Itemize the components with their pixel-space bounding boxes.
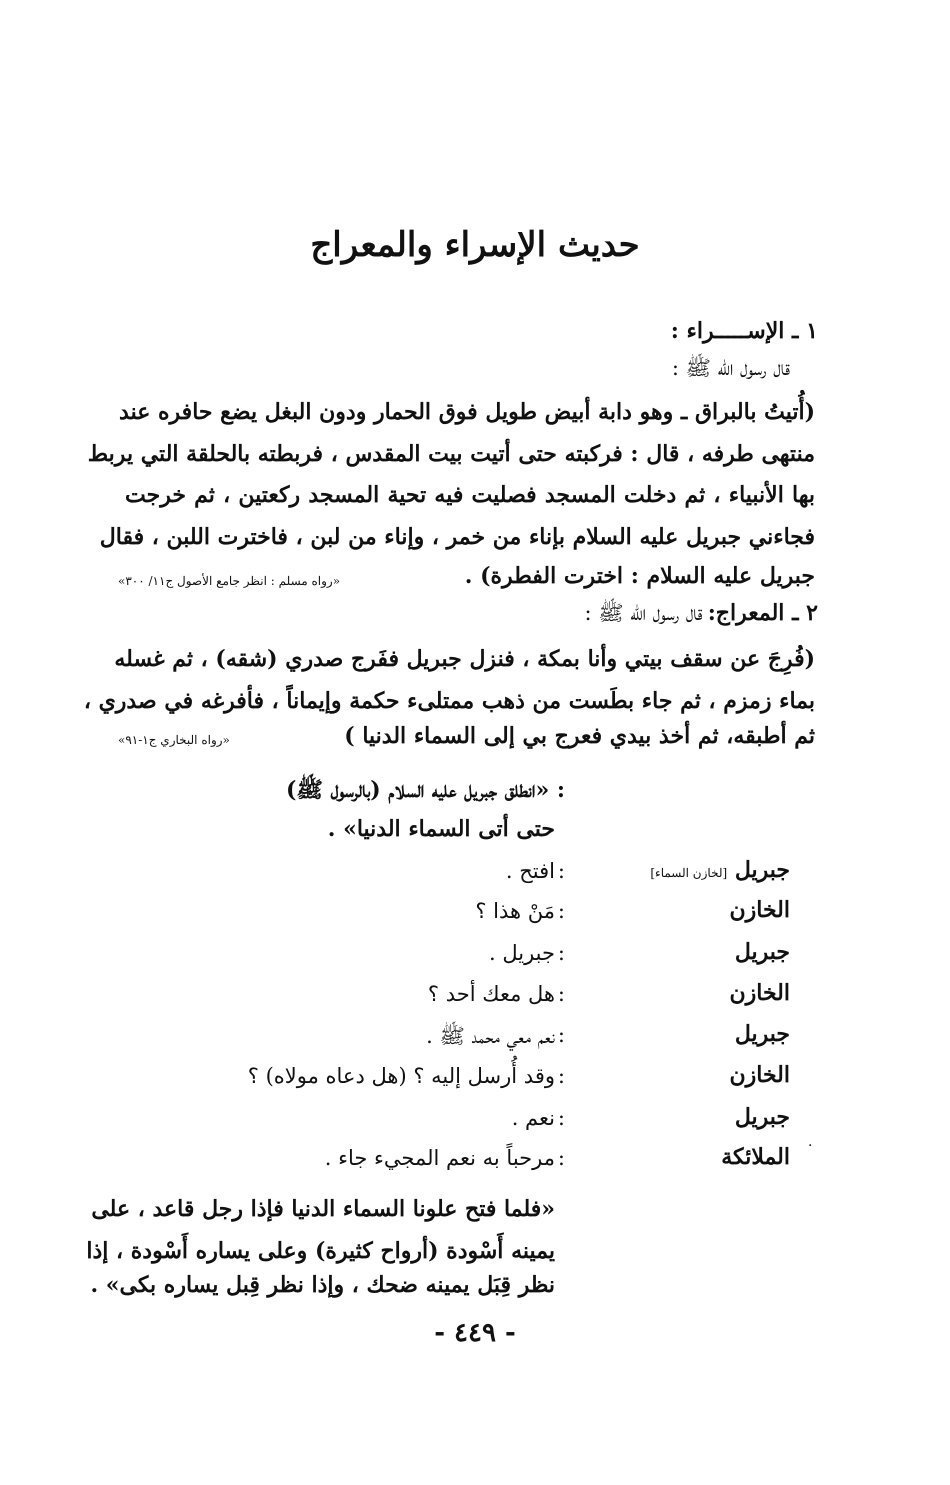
text-line: (فُرِجَ عن سقف بيتي وأنا بمكة ، فنزل جبريل ففَرج صدري (شقه) ، ثم غسله — [114, 646, 815, 672]
section-heading-miraj — [584, 600, 818, 631]
dialogue-text: نعم . — [511, 1106, 555, 1130]
dialogue-text: مَنْ هذا ؟ — [475, 899, 555, 923]
colon-separator: : — [557, 1064, 565, 1088]
dialogue-text: نعم معي محمد ﷺ . — [426, 1024, 555, 1048]
text-line: فجاءني جبريل عليه السلام بإناء من خمر ، وإناء من لبن ، فاخترت اللبن ، فقال — [99, 523, 815, 550]
colon-separator: : — [557, 1146, 565, 1170]
narration-line-2: حتى أتى السماء الدنيا» . — [327, 816, 555, 842]
text-line: بماء زمزم ، ثم جاء بطَست من ذهب ممتلىء حكمة وإيماناً ، فأفرغه في صدري ، — [83, 688, 815, 714]
speaker-name: الخازن — [729, 897, 790, 923]
page-number: - ٤٤٩ - — [434, 1318, 516, 1348]
speaker-name: جبريل — [734, 1104, 790, 1130]
section-heading-label: ٢ ـ المعراج: — [707, 600, 818, 626]
dialogue-text: جبريل . — [488, 941, 555, 965]
text-line: بها الأنبياء ، ثم دخلت المسجد فصليت فيه تحية المسجد ركعتين ، ثم خرجت — [125, 482, 815, 508]
speaker-name: الخازن — [729, 980, 790, 1006]
colon-separator: : — [557, 1023, 565, 1047]
margin-dot: · — [808, 1138, 813, 1154]
hadith-isra-last-line: جبريل عليه السلام : اخترت الفطرة) . — [464, 563, 815, 589]
dialogue-text: وقد أُرسل إليه ؟ (هل دعاه مولاه) ؟ — [247, 1064, 555, 1088]
hadith-miraj-text — [83, 638, 815, 722]
section-heading-isra: ١ ـ الإســـــراء : — [670, 318, 818, 344]
dialogue-text: افتح . — [505, 859, 555, 883]
text-line: منتهى طرفه ، قال : فركبته حتى أتيت بيت المقدس ، فربطته بالحلقة التي يربط — [87, 440, 815, 467]
speaker-name: جبريل — [734, 1021, 790, 1047]
page-title: حديث الإسراء والمعراج — [310, 225, 640, 265]
speaker-note: [لخازن السماء] — [650, 866, 728, 880]
closing-narration — [86, 1188, 555, 1272]
speaker-name: الخازن — [729, 1062, 790, 1088]
colon-separator: : — [557, 1106, 565, 1130]
citation-isra: «رواه مسلم : انظر جامع الأصول ج١١/ ٣٠٠» — [118, 574, 341, 588]
section-heading-intro: قال رسول الله ﷺ : — [584, 601, 703, 625]
section-intro-isra: قال رسول الله ﷺ : — [671, 356, 790, 380]
text-line: (أُتيتُ بالبراق ـ وهو دابة أبيض طويل فوق الحمار ودون البغل يضع حافره عند — [119, 399, 815, 425]
colon-separator: : — [557, 982, 565, 1006]
colon-separator: : — [557, 859, 565, 883]
colon-separator: : — [557, 899, 565, 923]
speaker-name: الملائكة — [721, 1144, 790, 1170]
speaker-name: جبريل — [734, 939, 790, 965]
dialogue-text: هل معك أحد ؟ — [427, 982, 555, 1006]
colon-separator: : — [557, 941, 565, 965]
closing-last-line: نظر قِبَل يمينه ضحك ، وإذا نظر قِبل يساره بكى» . — [90, 1272, 555, 1298]
text-line: «فلما فتح علونا السماء الدنيا فإذا رجل قاعد ، على — [91, 1196, 555, 1222]
speaker-name — [650, 857, 790, 883]
citation-miraj: «رواه البخاري ج١-٩١» — [118, 733, 230, 747]
speaker-label: جبريل — [734, 857, 790, 883]
dialogue-text: مرحباً به نعم المجيء جاء . — [324, 1146, 555, 1170]
hadith-miraj-last-line: ثم أطبقه، ثم أخذ بيدي فعرج بي إلى السماء الدنيا ) — [344, 723, 815, 749]
text-line: يمينه أَسْودة (أرواح كثيرة) وعلى يساره أَسْودة ، إذا — [86, 1238, 555, 1264]
hadith-isra-text — [87, 392, 815, 558]
narration-line-1: : «انطلق جبريل عليه السلام (بالرسول ﷺ) — [285, 777, 565, 803]
